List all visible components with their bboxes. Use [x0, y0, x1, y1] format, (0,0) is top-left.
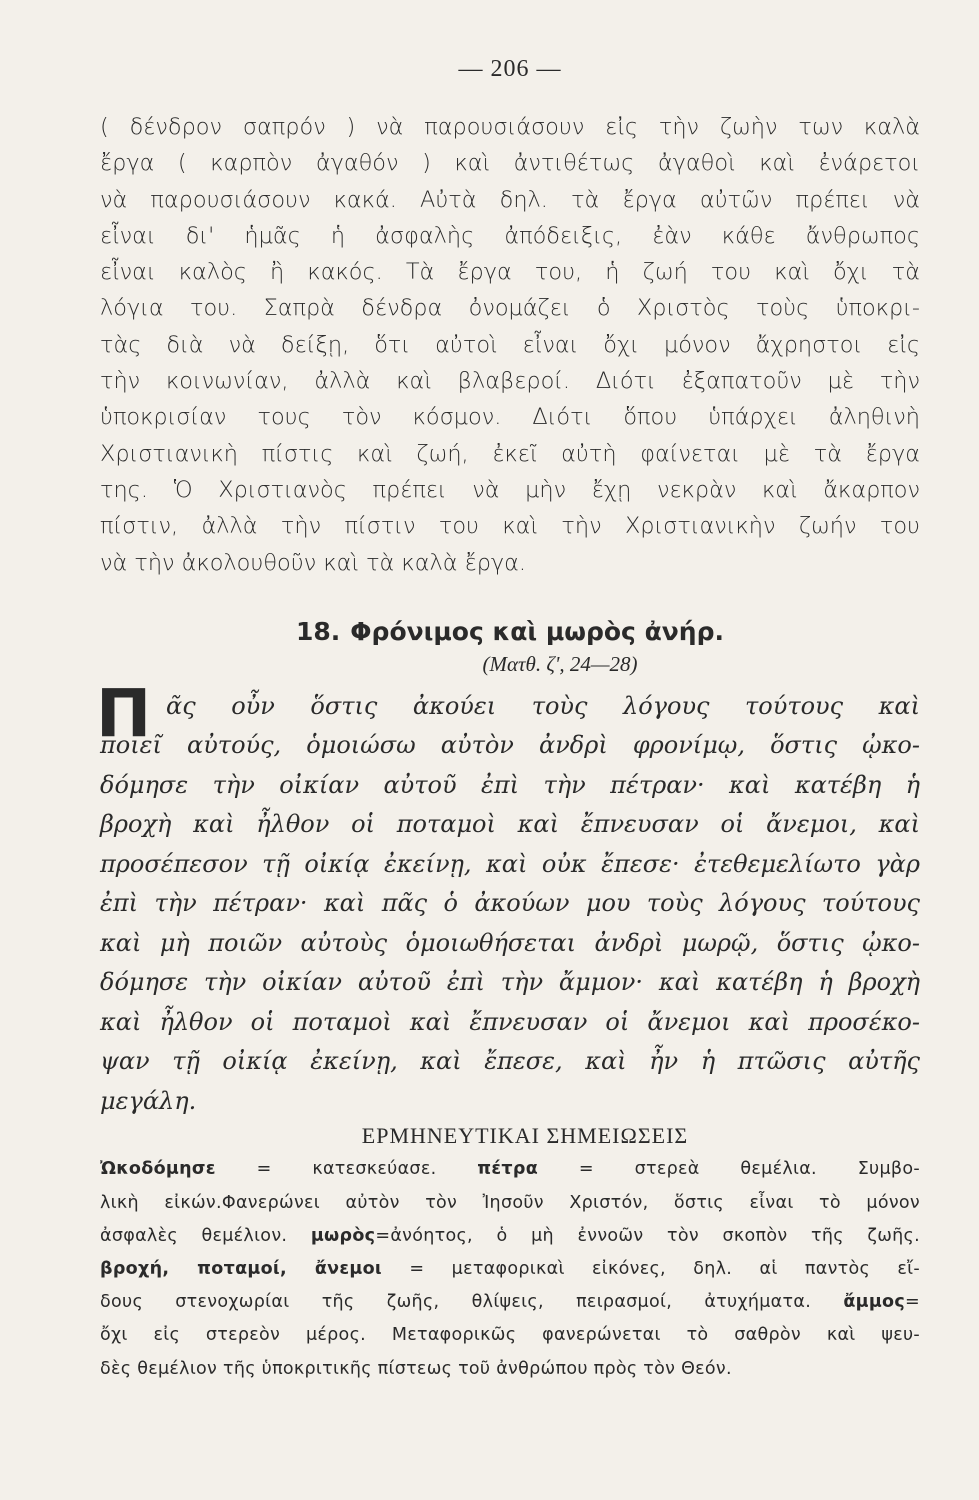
paragraph-line: Χριστιανικὴ πίστις καὶ ζωή, ἐκεῖ αὐτὴ φαίνεται μὲ τὰ ἔργα	[100, 440, 920, 467]
note-text: ἀσφαλὲς θεμέλιον.	[100, 1225, 311, 1246]
note-term: Ὠκοδόμησε	[100, 1159, 216, 1180]
note-line: ὄχι εἰς στερεὸν μέρος. Μεταφορικῶς φανερώνεται τὸ σαθρὸν καὶ ψευ-	[100, 1325, 920, 1346]
commentary-paragraph	[100, 109, 920, 581]
paragraph-line: τὰς διὰ νὰ δείξῃ, ὅτι αὐτοὶ εἶναι ὄχι μόνον ἄχρηστοι εἰς	[100, 331, 920, 358]
note-line: λικὴ εἰκών.Φανερώνει αὐτὸν τὸν Ἰησοῦν Χριστόν, ὅστις εἶναι τὸ μόνον	[100, 1192, 920, 1213]
page-number: — 206 —	[458, 56, 562, 82]
verse-line: καὶ μὴ ποιῶν αὐτοὺς ὁμοιωθήσεται ἀνδρὶ μωρῷ, ὅστις ᾠκο-	[100, 928, 920, 957]
note-text: =	[905, 1292, 920, 1313]
notes-heading: ΕΡΜΗΝΕΥΤΙΚΑΙ ΣΗΜΕΙΩΣΕΙΣ	[361, 1123, 689, 1149]
verse-line: καὶ ἦλθον οἱ ποταμοὶ καὶ ἔπνευσαν οἱ ἄνεμοι καὶ προσέκο-	[100, 1007, 920, 1036]
paragraph-line: νὰ τὴν ἀκολουθοῦν καὶ τὰ καλὰ ἔργα.	[100, 549, 527, 576]
verse-line: δόμησε τὴν οἰκίαν αὐτοῦ ἐπὶ τὴν πέτραν· καὶ κατέβη ἡ	[100, 770, 920, 799]
note-term: μωρὸς	[310, 1225, 376, 1246]
paragraph-line: λόγια του. Σαπρὰ δένδρα ὀνομάζει ὁ Χριστὸς τοὺς ὑποκρι-	[100, 295, 920, 322]
note-term: ἄμμος	[843, 1292, 906, 1313]
note-term: βροχή, ποταμοί, ἄνεμοι	[100, 1258, 383, 1279]
note-line	[100, 1286, 920, 1319]
paragraph-line: τὴν κοινωνίαν, ἀλλὰ καὶ βλαβεροί. Διότι ἐξαπατοῦν μὲ τὴν	[100, 368, 920, 395]
note-term: πέτρα	[477, 1159, 539, 1180]
verse-line: βροχὴ καὶ ἦλθον οἱ ποταμοὶ καὶ ἔπνευσαν οἱ ἄνεμοι, καὶ	[100, 810, 920, 839]
note-text: = μεταφορικαὶ εἰκόνες, δηλ. αἱ παντὸς εἴ-	[382, 1258, 920, 1279]
verse-line: ποιεῖ αὐτούς, ὁμοιώσω αὐτὸν ἀνδρὶ φρονίμῳ, ὅστις ᾠκο-	[100, 731, 920, 760]
page-body	[96, 56, 920, 1386]
note-line	[100, 1253, 920, 1286]
note-text: = στερεὰ θεμέλια. Συμβο-	[538, 1159, 920, 1180]
verse-line: προσέπεσον τῇ οἰκίᾳ ἐκείνῃ, καὶ οὐκ ἔπεσε· ἐτεθεμελίωτο γὰρ	[100, 849, 920, 878]
verse-line: μεγάλη.	[100, 1086, 197, 1115]
paragraph-line: ἔργα ( καρπὸν ἀγαθόν ) καὶ ἀντιθέτως ἀγαθοὶ καὶ ἐνάρετοι	[100, 150, 920, 177]
scripture-reference: (Ματθ. ζ', 24—28)	[482, 651, 638, 676]
verse-line: ἐπὶ τὴν πέτραν· καὶ πᾶς ὁ ἀκούων μου τοὺς λόγους τούτους	[100, 889, 920, 918]
note-line	[100, 1220, 920, 1253]
section-title-text: Φρόνιμος καὶ μωρὸς ἀνήρ.	[350, 616, 724, 646]
verse-line: δόμησε τὴν οἰκίαν αὐτοῦ ἐπὶ τὴν ἄμμον· καὶ κατέβη ἡ βροχὴ	[100, 968, 920, 997]
paragraph-line: της. Ὁ Χριστιανὸς πρέπει νὰ μὴν ἔχῃ νεκρὰν καὶ ἄκαρπον	[100, 476, 920, 503]
paragraph-line: ( δένδρον σαπρόν ) νὰ παρουσιάσουν εἰς τὴν ζωὴν των καλὰ	[100, 114, 920, 140]
explanatory-notes	[100, 1153, 920, 1385]
paragraph-line: εἶναι δι' ἡμᾶς ἡ ἀσφαλὴς ἀπόδειξις, ἐὰν κάθε ἄνθρωπος	[100, 222, 920, 249]
note-text: δους στενοχωρίαι τῆς ζωῆς, θλίψεις, πειρασμοί, ἀτυχήματα.	[100, 1292, 844, 1313]
paragraph-line: πίστιν, ἀλλὰ τὴν πίστιν του καὶ τὴν Χριστιανικὴν ζωήν του	[100, 513, 920, 540]
section-number: 18.	[296, 616, 341, 646]
verse-line: ψαν τῇ οἰκίᾳ ἐκείνῃ, καὶ ἔπεσε, καὶ ἦν ἡ πτῶσις αὐτῆς	[100, 1047, 920, 1076]
paragraph-line: ὑποκρισίαν τους τὸν κόσμον. Διότι ὅπου ὑπάρχει ἀληθινὴ	[100, 404, 920, 431]
section-title	[100, 617, 920, 646]
note-line: δὲς θεμέλιον τῆς ὑποκριτικῆς πίστεως τοῦ ἀνθρώπου πρὸς τὸν Θεόν.	[100, 1358, 732, 1379]
paragraph-line: νὰ παρουσιάσουν κακά. Αὐτὰ δηλ. τὰ ἔργα αὐτῶν πρέπει νὰ	[100, 186, 920, 213]
note-line	[100, 1153, 920, 1186]
note-text: =ἀνόητος, ὁ μὴ ἐννοῶν τὸν σκοπὸν τῆς ζωῆς.	[375, 1225, 920, 1246]
drop-cap: Π	[96, 674, 152, 752]
verse-line: ᾶς οὖν ὅστις ἀκούει τοὺς λόγους τούτους καὶ	[166, 691, 920, 720]
scripture-passage	[96, 674, 920, 1122]
note-text: = κατεσκεύασε.	[215, 1159, 478, 1180]
paragraph-line: εἶναι καλὸς ἢ κακός. Τὰ ἔργα του, ἡ ζωή του καὶ ὄχι τὰ	[100, 259, 920, 286]
